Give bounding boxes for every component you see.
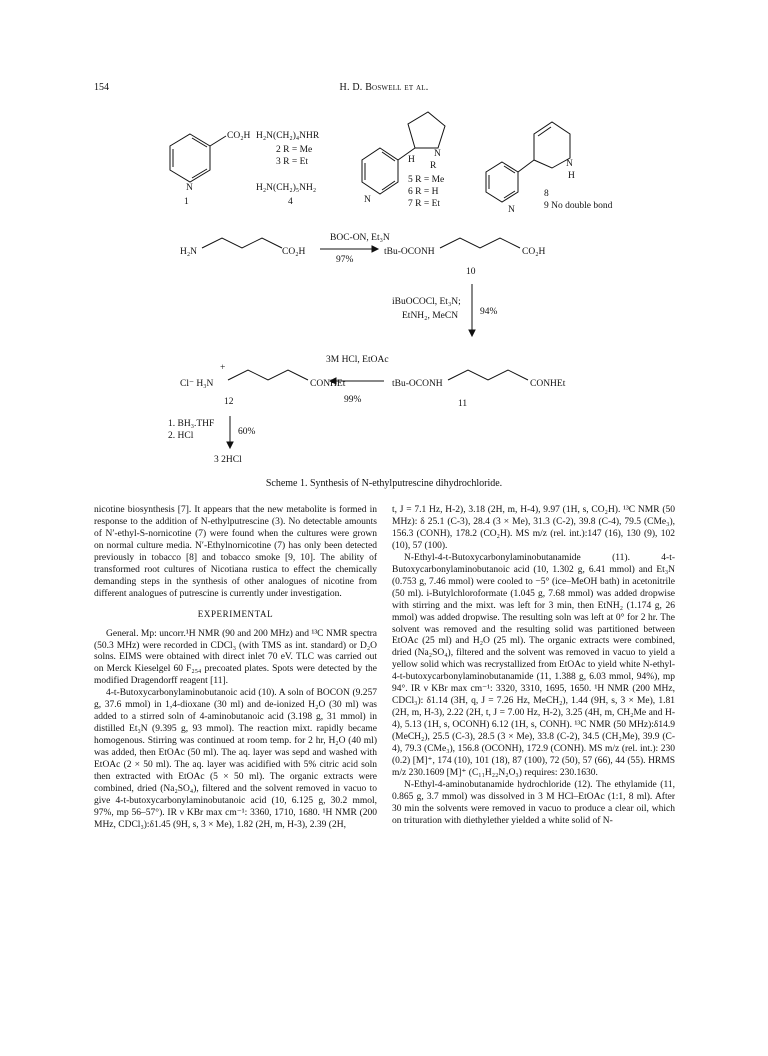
scheme-drawing: [140, 104, 660, 474]
pyrrolidine-ring: [408, 112, 445, 148]
left-paragraph-general: General. Mp: uncorr.¹H NMR (90 and 200 MHz) and ¹³C NMR spectra (50.3 MHz) were recorded in CDCl₃ (with TMS as int. standard) or D₂O solns. EIMS were obtained with direct inlet 70 eV. TLC was carried out on Merck Kieselgel 60 F₂₅₄ precoated plates. Spots were detected by the modified Dragendorff reagent [11].: [94, 628, 377, 687]
c7-r: 7 R = Et: [408, 199, 441, 209]
reagent-3: 3M HCl, EtOAc: [326, 355, 389, 365]
svg-text:CO₂H: CO₂H: [282, 247, 306, 257]
right-paragraph-compound-12: N-Ethyl-4-aminobutanamide hydrochloride (12). The ethylamide (11, 0.865 g, 3.7 mmol) was dissolved in 3 M HCl–EtOAc (1:1, 8 ml). After 30 min the solvents were removed in vacuo to produce a clear oil, which on trituration with diethylether yielded a white solid of N-: [392, 779, 675, 826]
svg-text:H: H: [408, 155, 415, 165]
reagent-2a: iBuOCOCl, Et₃N;: [392, 297, 461, 307]
reagent-4a: 1. BH₃.THF: [168, 419, 215, 429]
c3-r: 3 R = Et: [276, 157, 309, 167]
reagent-1: BOC-ON, Et₃N: [330, 233, 390, 243]
svg-text:N: N: [364, 195, 371, 205]
yield-3: 99%: [344, 395, 362, 405]
c8-number: 8: [544, 189, 549, 199]
svg-text:N: N: [508, 205, 515, 215]
c10-number: 10: [466, 267, 476, 277]
pyridine-ring-8: [486, 162, 518, 202]
svg-text:tBu-OCONH: tBu-OCONH: [392, 379, 443, 389]
reagent-4b: 2. HCl: [168, 431, 194, 441]
svg-text:+: +: [220, 363, 226, 373]
yield-4: 60%: [238, 427, 256, 437]
svg-text:N: N: [434, 149, 441, 159]
c1-co2h: CO₂H: [227, 131, 251, 141]
left-paragraph-1: nicotine biosynthesis [7]. It appears that the new metabolite is formed in response to the addition of N-ethylputrescine (3). No detectable amounts of N′-ethyl-S-nornicotine (7) were found when the cultures were grown on normal culture media. N′-Ethylnornicotine (7) has only been detected previously in tobacco [8] and tobacco smoke [9, 10]. The ability of transformed root cultures of Nicotiana rustica to effect the chemically demanding steps in the synthesis of other analogues of nicotine from different analogues of putrescine is currently under investigation.: [94, 505, 377, 599]
svg-text:Cl⁻ H₃N: Cl⁻ H₃N: [180, 379, 214, 389]
running-title: H. D. Boswell et al.: [339, 82, 429, 93]
c1-number: 1: [184, 197, 189, 207]
right-paragraph-compound-11: N-Ethyl-4-t-Butoxycarbonylaminobutanamide (11). 4-t-Butoxycarbonylaminobutanoic acid (10, 1.302 g, 6.41 mmol) and Et₃N (0.753 g, 7.46 mmol) were cooled to −5° (ice–MeOH bath) in acetonitrile (50 ml). i-Butylchloroformate (1.045 g, 7.68 mmol) was added dropwise with stirring and the mixt. was left for 3 min, then EtNH₂ (1.174 g, 26 mmol) was added dropwise. The resulting soln was left at 0° for 2 hr. The solvent was removed and the resulting solid was partitioned between EtOAc (25 ml) and H₂O (25 ml). The organic extracts were combined, dried (Na₂SO₄), filtered and the solvent was removed in vacuo to yield a yellow solid which was recrystallized from EtOAc to yield white N-ethyl-4-t-butoxycarbonylaminobutanamide (11, 1.388 g, 6.03 mmol, 94%), mp 94°. IR ν KBr max cm⁻¹: 3320, 3310, 1695, 1650. ¹H NMR (200 MHz, CDCl₃): δ1.14 (3H, q, J = 7.26 Hz, MeCH₂), 1.44 (9H, s, 3 × Me), 1.81 (2H, m, H-3), 2.22 (2H, t, J = 7.00 Hz, H-2), 3.25 (4H, m, CH₂Me and H-4), 5.13 (1H, s, OCONH) 6.12 (1H, s, CONH). ¹³C NMR (50 MHz):δ14.9 (MeCH₂), 25.5 (C-3), 28.5 (3 × Me), 33.8 (C-2), 34.5 (CH₂Me), 39.9 (C-4), 79.3 (CMe₃), 156.8 (OCONH), 172.9 (CONH). MS m/z (rel. int.): 230 (0.2) [M]⁺, 174 (10), 101 (18), 87 (100), 72 (50), 57 (66), 44 (55). HRMS m/z 230.1609 [M]⁺ (C₁₁H₂₂N₂O₃) requires: 230.1630.: [392, 552, 675, 778]
c3-salt: 3 2HCl: [214, 455, 242, 465]
yield-1: 97%: [336, 255, 354, 265]
svg-text:N: N: [186, 183, 193, 193]
svg-text:H₂N: H₂N: [180, 247, 198, 257]
scheme-caption: Scheme 1. Synthesis of N-ethylputrescine dihydrochloride.: [265, 478, 503, 489]
reaction-scheme: [140, 104, 660, 474]
reagent-2b: EtNH₂, MeCN: [402, 311, 459, 321]
right-column: [392, 505, 675, 828]
piperideine-ring: [534, 122, 570, 168]
pyridine-ring-1: [170, 134, 210, 182]
c4-formula: H₂N(CH₂)₅NH₂: [256, 183, 317, 193]
page-number: 154: [94, 82, 109, 93]
c6-r: 6 R = H: [408, 187, 439, 197]
c11-number: 11: [458, 399, 468, 409]
c4-number: 4: [288, 197, 293, 207]
section-heading-experimental: EXPERIMENTAL: [197, 608, 274, 619]
c5-r: 5 R = Me: [408, 175, 445, 185]
left-paragraph-compound-10: 4-t-Butoxycarbonylaminobutanoic acid (10). A soln of BOCON (9.257 g, 37.6 mmol) in 1,4-dioxane (30 ml) and de-ionized H₂O (30 ml) was added to a stirred soln of 4-aminobutanoic acid (3.198 g, 31 mmol) in distilled Et₃N (9.395 g, 93 mmol). The reaction mixt. rapidly became homogenous. Stirring was continued at room temp. for 2 hr, H₂O (40 ml) was added, then EtOAc (50 ml). The aq. layer was sepd and washed with EtOAc (2 × 50 ml). The aq. layer was acidified with 5% citric acid soln then extracted with EtOAc (5 × 50 ml). The organic extracts were combined, dried (Na₂SO₄), filtered and the solvent removed in vacuo to give 4-t-butoxycarbonylaminobutanoic acid (10, 6.125 g, 30.2 mmol, 97%, mp 56–57°). IR ν KBr max cm⁻¹: 3360, 1710, 1680. ¹H NMR (200 MHz, CDCl₃):δ1.45 (9H, s, 3 × Me), 1.82 (2H, m, H-3), 2.39 (2H,: [94, 688, 377, 830]
yield-2: 94%: [480, 307, 498, 317]
c2-r: 2 R = Me: [276, 145, 313, 155]
c9-note: 9 No double bond: [544, 201, 613, 211]
svg-text:R: R: [430, 161, 437, 171]
left-column: [94, 505, 377, 832]
svg-text:N: N: [566, 159, 573, 169]
svg-text:CONHEt: CONHEt: [310, 379, 346, 389]
right-paragraph-1: t, J = 7.1 Hz, H-2), 3.18 (2H, m, H-4), 9.97 (1H, s, CO₂H). ¹³C NMR (50 MHz): δ 25.1 (C-3), 28.4 (3 × Me), 31.3 (C-2), 39.8 (C-4), 79.5 (CMe₃), 156.3 (CONH), 178.2 (CO₂H). MS m/z (rel. int.):147 (16), 130 (9), 102 (10), 57 (100).: [392, 505, 675, 551]
svg-text:tBu-OCONH: tBu-OCONH: [384, 247, 435, 257]
svg-text:CONHEt: CONHEt: [530, 379, 566, 389]
c12-number: 12: [224, 397, 234, 407]
svg-text:CO₂H: CO₂H: [522, 247, 546, 257]
c2-formula: H₂N(CH₂)₄NHR: [256, 131, 320, 141]
svg-text:H: H: [568, 171, 575, 181]
pyridine-ring-5: [362, 148, 398, 194]
